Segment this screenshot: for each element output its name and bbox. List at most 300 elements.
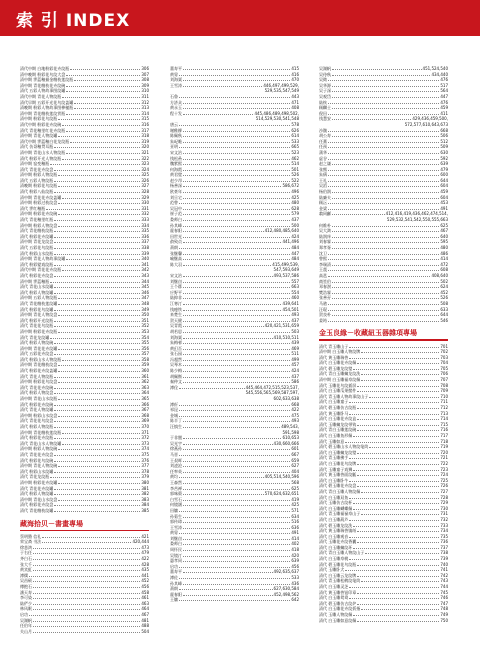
dot-leader [54, 290, 140, 294]
entry-page-number: 383 [141, 496, 149, 502]
dot-leader [328, 307, 439, 311]
entry-page-number: 416 [291, 71, 299, 77]
entry-page-number: 459 [440, 105, 448, 111]
entry-page-number: 365 [141, 396, 149, 402]
entry-page-number: 349 [141, 306, 149, 312]
entry-page-number: 340 [141, 256, 149, 262]
entry-page-number: 564 [440, 88, 448, 94]
dot-leader [54, 307, 140, 311]
entry-page-number: 435 [141, 567, 149, 573]
dot-leader [353, 545, 439, 549]
entry-page-number: 595 [440, 239, 448, 245]
dot-leader [183, 435, 281, 439]
dot-leader [349, 584, 439, 588]
dot-leader [183, 150, 290, 154]
entry-title: 清代 白玉雕鱼形佩 [319, 433, 353, 438]
dot-leader [183, 312, 290, 316]
entry-title: 清代 白玉雕云龙纹牌 [319, 572, 357, 578]
entry-page-number: 459 [440, 189, 448, 195]
entry-page-number: 404 [291, 468, 299, 474]
dot-leader [332, 239, 439, 243]
entry-title: 溥佐 [170, 575, 178, 581]
entry-page-number: 640 [440, 233, 448, 239]
entry-page-number: 750 [440, 617, 448, 623]
entry-title: 清代 青花缠枝纹瓶 [20, 228, 54, 234]
dot-leader [328, 111, 439, 115]
entry-page-number: 437 [291, 373, 299, 379]
entry-title: 清代 碧玉雕山水人物纹笔筒 [319, 444, 369, 450]
entry-page-number: 428 [141, 561, 149, 567]
entry-page-number: 488 [141, 623, 149, 629]
entry-page-number: 458 [141, 589, 149, 595]
entry-title: 郭味蕖 [170, 491, 182, 497]
entry-page-number: 523 [291, 149, 299, 155]
entry-page-number: 703 [440, 354, 448, 360]
entry-title: 清代 粉彩人物纹盘 [20, 390, 54, 396]
dot-leader [183, 183, 281, 187]
dot-leader [54, 435, 140, 439]
entry-page-number: 504 [141, 628, 149, 634]
entry-title: 清代 玉雕花卉纹香囊 [319, 539, 357, 545]
entry-page-number: 644 [440, 312, 448, 318]
entry-page-number: 711 [440, 399, 448, 405]
dot-leader [54, 508, 140, 512]
dot-leader [183, 519, 290, 523]
dot-leader [54, 234, 140, 238]
dot-leader [183, 211, 290, 215]
entry-page-number: 480 [291, 200, 299, 206]
entry-title: 王礼 [319, 177, 327, 183]
entry-title: 吴湖帆 [319, 66, 331, 71]
entry-page-number: 476 [440, 99, 448, 105]
entry-page-number: 727 [440, 488, 448, 494]
entry-title: 陆抑非 [170, 295, 182, 301]
dot-leader [332, 211, 385, 215]
entry-page-number: 626 [291, 127, 299, 133]
entry-page-number: 473 [141, 544, 149, 550]
dot-leader [183, 592, 273, 596]
entry-title: 唐云 [170, 121, 178, 127]
entry-page-number: 369 [141, 418, 149, 424]
entry-page-number: 470 [291, 77, 299, 83]
entry-title: 宋文治 [170, 272, 182, 278]
entry-page-number: 350 [141, 312, 149, 318]
dot-leader [183, 547, 290, 551]
entry-page-number: 663 [291, 284, 299, 290]
entry-title: 董寿平 [170, 66, 182, 71]
entry-title: 清代 青白玉雕人物纹山子 [319, 550, 365, 556]
entry-title: 陈大羽 [170, 261, 182, 267]
entry-page-number: 746 [440, 595, 448, 601]
entry-page-number: 456 [141, 584, 149, 590]
entry-page-number: 500 [291, 222, 299, 228]
entry-page-number: 736 [440, 539, 448, 545]
entry-page-number: 712 [440, 405, 448, 411]
entry-title: 胡佩衡 [170, 373, 182, 379]
entry-title: 范曾 [170, 200, 178, 206]
dot-leader [74, 100, 140, 104]
dot-leader [50, 161, 140, 165]
dot-leader [183, 301, 281, 305]
dot-leader [328, 256, 439, 260]
entry-title: 吴光宇 [170, 440, 182, 446]
index-entry [20, 629, 149, 635]
entry-title: 清代 青花山水纹罐 [20, 284, 54, 290]
dot-leader [183, 480, 290, 484]
entry-title: 赵少昂 [170, 177, 182, 183]
entry-page-number: 420,421,531,659 [264, 323, 299, 329]
entry-title: 清中期 青花山水人物纹瓶 [20, 149, 66, 155]
entry-page-number: 414 [440, 256, 448, 262]
entry-page-number: 420,444 [132, 539, 149, 545]
dot-leader [353, 523, 439, 527]
entry-page-number: 405,514,540,596 [264, 474, 299, 480]
entry-title: 清代 五彩人物故事图纹罐 [20, 88, 66, 94]
entry-page-number: 324 [141, 166, 149, 172]
entry-title: 惠孝同 [170, 558, 182, 564]
dot-leader [357, 360, 439, 364]
entry-title: 清代 碧玉雕花卉纹盘 [319, 483, 357, 489]
entry-page-number: 545,556,565,569,587,597, [245, 390, 299, 396]
entry-page-number: 740 [440, 561, 448, 567]
dot-leader [357, 427, 439, 431]
dot-leader [332, 195, 439, 199]
dot-leader [33, 618, 140, 622]
entry-title: 马骀 [319, 300, 327, 306]
entry-title: 黄胄 [170, 71, 178, 77]
entry-page-number: 578 [291, 121, 299, 127]
entry-page-number: 533 [291, 138, 299, 144]
entry-page-number: 463 [141, 600, 149, 606]
dot-leader [183, 497, 290, 501]
entry-page-number: 322 [141, 155, 149, 161]
entry-title: 李苦禅 [170, 485, 182, 491]
entry-page-number: 546 [440, 317, 448, 323]
entry-title: 清中期 粉彩花鸟纹盘 [20, 379, 58, 385]
dot-leader [171, 117, 255, 120]
entry-title: 吴观岱 [319, 93, 331, 99]
dot-leader [183, 273, 273, 277]
entry-page-number: 420 [291, 552, 299, 558]
entry-page-number: 526 [440, 295, 448, 301]
entry-title: 清代 白玉雕鸳鸯 [319, 595, 349, 601]
dot-leader [332, 105, 439, 109]
dot-leader [58, 200, 140, 204]
entry-page-number: 747 [440, 600, 448, 606]
dot-leader [328, 200, 439, 204]
dot-leader [328, 144, 439, 148]
entry-title: 清晚期 粉彩花鸟纹瓶 [20, 183, 58, 189]
entry-title: 冯超然 [170, 356, 182, 362]
entry-title: 贺良朴 [319, 312, 331, 318]
dot-leader [353, 612, 439, 616]
entry-title: 钱瘦铁 [170, 306, 182, 312]
entry-page-number: 743 [440, 578, 448, 584]
entry-title: 沙馥 [319, 127, 327, 133]
entry-title: 清代 玉雕如意 [319, 438, 345, 444]
entry-page-number: 380 [141, 479, 149, 485]
entry-title: 清中期 白玉雕人物纹牌 [319, 349, 361, 355]
entry-title: 江寒汀 [170, 300, 182, 306]
dot-leader [70, 139, 140, 143]
entry-title: 孙其峰 [170, 222, 182, 228]
entry-page-number: 317 [141, 127, 149, 133]
dot-leader [179, 597, 290, 601]
entry-page-number: 709 [440, 388, 448, 394]
entry-page-number: 608 [440, 267, 448, 273]
entry-title: 祁昆 [170, 407, 178, 413]
entry-title: 清代 粉彩开光人物纹瓶 [20, 155, 62, 161]
entry-title: 刘海粟 [170, 334, 182, 340]
dot-leader [66, 150, 140, 154]
dot-leader [328, 139, 439, 143]
dot-leader [357, 601, 439, 605]
dot-leader [328, 251, 439, 255]
entry-title: 清代 青花釉里红瓶 [20, 217, 54, 223]
entry-page-number: 313 [141, 105, 149, 111]
entry-title: 清代 青白玉雕莲纹碗 [319, 427, 357, 433]
entry-page-number: 346 [141, 289, 149, 295]
entry-page-number: 716 [440, 427, 448, 433]
entry-page-number: 351 [141, 317, 149, 323]
dot-leader [50, 279, 140, 283]
entry-page-number: 402 [291, 541, 299, 547]
dot-leader [332, 262, 439, 266]
entry-page-number: 336 [141, 233, 149, 239]
dot-leader [183, 295, 290, 299]
dot-leader [328, 156, 439, 160]
dot-leader [58, 172, 140, 176]
entry-title: 吴待秋 [319, 71, 331, 77]
entry-title: 王叔晖 [170, 457, 182, 463]
entry-title: 顾麟士 [319, 105, 331, 111]
entry-page-number: 517 [440, 82, 448, 88]
entry-title: 陈佩秋 [170, 133, 182, 139]
entry-title: 周怀民 [170, 547, 182, 553]
entry-title: 喻继高 [170, 256, 182, 262]
dot-leader [183, 139, 290, 143]
dot-leader [332, 295, 439, 299]
entry-page-number: 739 [440, 556, 448, 562]
entry-title: 清代 黄玉雕兽面纹觚 [319, 472, 357, 478]
entry-page-number: 614 [291, 133, 299, 139]
entry-title: 朱屺瞻 [170, 138, 182, 144]
dot-leader [54, 351, 140, 355]
dot-leader [183, 502, 290, 506]
dot-leader [54, 284, 140, 288]
entry-title: 清中期 青花缠枝莲纹赏瓶 [20, 110, 66, 116]
entry-title: 萧朗 [170, 245, 178, 250]
entry-title: 清代 粉彩花鸟纹碗 [20, 457, 54, 463]
entry-title: 清代 碧玉雕仿古纹瓶 [319, 405, 357, 411]
entry-page-number: 422 [141, 556, 149, 562]
entry-page-number: 745 [440, 589, 448, 595]
entry-title: 黄胄 [170, 530, 178, 536]
entry-page-number: 526 [291, 172, 299, 178]
entry-title: 胡公寿 [319, 133, 331, 139]
dot-leader [183, 379, 290, 383]
entry-page-number: 408 [291, 105, 299, 111]
index-entry [170, 597, 299, 603]
entry-page-number: 344 [141, 278, 149, 284]
entry-page-number: 333 [141, 217, 149, 223]
entry-title: 清代 玉雕童子戏狮 [319, 466, 353, 472]
entry-title: 陈半丁 [170, 418, 182, 424]
entry-page-number: 748 [440, 606, 448, 612]
entry-page-number: 508 [440, 300, 448, 306]
entry-page-number: 475 [291, 412, 299, 418]
entry-page-number: 447 [291, 250, 299, 256]
entry-title: 陆恢 [319, 99, 327, 105]
entry-title: 清代 霁红釉瓶 [20, 205, 46, 211]
dot-leader [357, 405, 439, 409]
entry-title: 张善孖 [319, 295, 331, 301]
entry-page-number: 445,464,472,515,523,537, [245, 384, 299, 390]
entry-page-number: 625 [291, 485, 299, 491]
entry-page-number: 462 [291, 155, 299, 161]
entry-title: 清代 粉彩山水纹瓶 [20, 250, 54, 256]
entry-title: 清代 玉雕卧犬 [319, 567, 345, 573]
entry-page-number: 554 [291, 289, 299, 295]
entry-page-number: 493 [291, 312, 299, 318]
dot-leader [183, 206, 290, 210]
dot-leader [183, 217, 290, 221]
entry-title: 清代 仿哥釉贯耳瓶 [20, 144, 54, 150]
dot-leader [357, 388, 439, 392]
entry-page-number: 636 [291, 524, 299, 530]
entry-title: 清代 粉彩人物纹罐 [20, 491, 54, 497]
entry-page-number: 424 [291, 233, 299, 239]
entry-page-number: 742 [440, 572, 448, 578]
dot-leader [332, 228, 439, 232]
dot-leader [179, 530, 290, 534]
dot-leader [183, 357, 290, 361]
dot-leader [332, 116, 411, 120]
dot-leader [54, 390, 140, 394]
entry-page-number: 371 [141, 429, 149, 435]
entry-page-number: 456 [291, 563, 299, 569]
dot-leader [58, 183, 140, 187]
entry-title: 欧豪年 [170, 189, 182, 195]
entry-title: 任率英 [170, 468, 182, 474]
entry-title: 孙菊生 [170, 513, 182, 519]
entry-page-number: 319 [141, 138, 149, 144]
dot-leader [328, 100, 439, 104]
entry-page-number: 469 [291, 345, 299, 351]
dot-leader [179, 575, 290, 579]
dot-leader [353, 433, 439, 437]
dot-leader [183, 368, 290, 372]
entry-page-number: 414 [291, 535, 299, 541]
entry-title: 清中期 青花花卉纹盖罐 [20, 194, 62, 200]
index-column-1 [20, 66, 149, 634]
dot-leader [54, 502, 140, 506]
entry-page-number: 506 [440, 133, 448, 139]
entry-title: 清中期 青花人物故事纹罐 [20, 256, 66, 262]
entry-title: 清代 青玉雕山子 [319, 343, 349, 349]
entry-page-number: 367 [141, 407, 149, 413]
entry-title: 钱慧安 [319, 116, 331, 122]
dot-leader [33, 562, 140, 566]
entry-page-number: 602,633,638 [273, 396, 299, 402]
dot-leader [328, 301, 439, 305]
entry-page-number: 493,537,586 [273, 272, 299, 278]
entry-title: 清代 粉彩山水纹罐 [20, 468, 54, 474]
entry-title: 任伯年 [20, 623, 32, 629]
section-rule [319, 339, 448, 340]
entry-page-number: 516 [291, 519, 299, 525]
entry-page-number: 601 [291, 446, 299, 452]
entry-title: 陆润庠 [319, 233, 331, 239]
entry-page-number: 378 [141, 468, 149, 474]
entry-page-number: 591,598 [282, 429, 299, 435]
entry-page-number: 706 [440, 371, 448, 377]
entry-title: 齐白石 [20, 556, 32, 562]
entry-title: 郑孝胥 [319, 245, 331, 250]
entry-page-number: 318 [141, 133, 149, 139]
entry-title: 王镛 [170, 597, 178, 603]
dot-leader [353, 467, 439, 471]
entry-page-number: 320 [141, 144, 149, 150]
entry-title: 任预 [319, 144, 327, 150]
entry-title: 高邕 [319, 272, 327, 278]
entry-title: 清中期 五彩人物纹瓶 [20, 295, 58, 301]
entry-title: 清中期 粉彩花卉纹罐 [20, 479, 58, 485]
dot-leader [183, 362, 290, 366]
dot-leader [183, 251, 290, 255]
entry-page-number: 376 [141, 457, 149, 463]
entry-page-number: 310 [141, 88, 149, 94]
entry-title: 吴子深 [319, 88, 331, 94]
entry-page-number: 439,641 [282, 300, 299, 306]
entry-title: 清中晚期 粉彩花鸟纹大盘 [20, 71, 66, 77]
dot-leader [369, 394, 439, 398]
entry-title: 清中期 青花花卉纹罐 [20, 345, 58, 351]
dot-leader [183, 581, 290, 585]
entry-page-number: 668 [291, 401, 299, 407]
dot-leader [328, 178, 439, 182]
dot-leader [353, 500, 439, 504]
entry-title: 清代 青玉雕福禄寿山子 [319, 511, 361, 517]
dot-leader [183, 133, 290, 137]
dot-leader [183, 228, 264, 232]
dot-leader [183, 66, 290, 70]
entry-title: 虚谷 [319, 155, 327, 161]
dot-leader [54, 491, 140, 495]
entry-title: 商笙伯 [319, 278, 331, 284]
entry-page-number: 639 [440, 161, 448, 167]
entry-page-number: 326 [141, 177, 149, 183]
entry-title: 清代 粉彩山水人物纹瓶 [20, 356, 62, 362]
dot-leader [328, 273, 430, 277]
entry-page-number: 345 [141, 284, 149, 290]
entry-title: 清晚期 粉彩人物故事图棒槌瓶 [20, 105, 74, 111]
entry-page-number: 502 [440, 278, 448, 284]
entry-page-number: 434,440 [431, 71, 448, 77]
dot-leader [349, 534, 439, 538]
dot-leader [357, 528, 439, 532]
dot-leader [66, 83, 140, 87]
entry-page-number: 445,486,489,498,502, [254, 110, 299, 116]
dot-leader [33, 545, 140, 549]
entry-page-number: 443 [291, 93, 299, 99]
entry-title: 刘继卣 [170, 535, 182, 541]
entry-title: 于右任 [20, 550, 32, 556]
entry-page-number: 419 [291, 496, 299, 502]
entry-title: 清代 青花花鸟纹盘 [20, 418, 54, 424]
entry-page-number: 352 [141, 323, 149, 329]
dot-leader [365, 550, 439, 554]
